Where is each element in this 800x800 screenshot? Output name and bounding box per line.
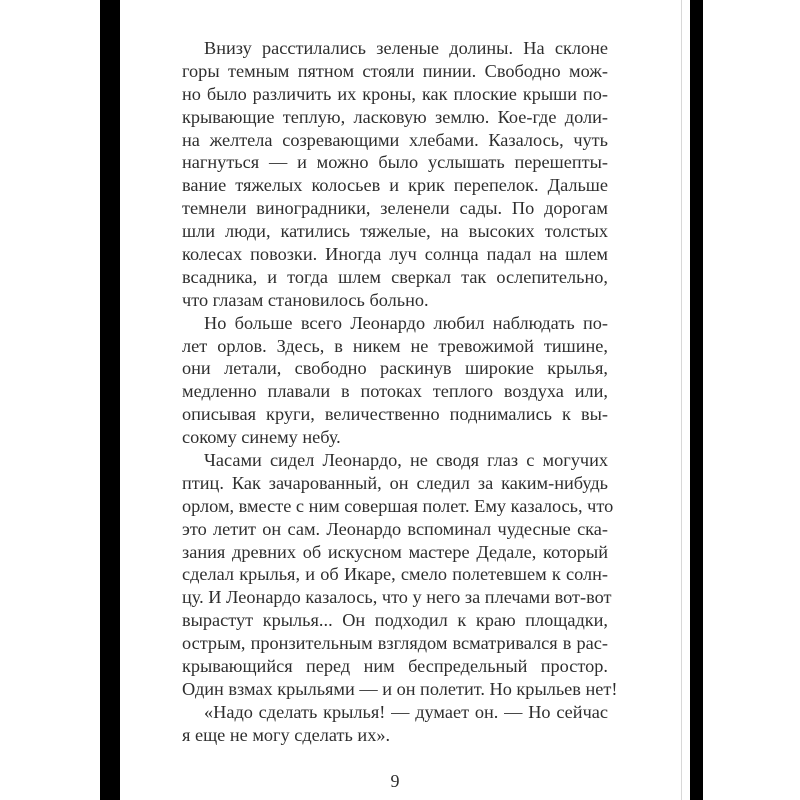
text-line: на желтела созревающими хлебами. Казалось, чуть (182, 129, 608, 150)
text-line: Внизу расстилались зеленые долины. На склоне (204, 38, 608, 58)
text-line: нагнуться — и можно было услышать перешепты- (182, 152, 608, 173)
text-line: что глазам становилось больно. (182, 289, 429, 310)
scan-border-left (100, 0, 120, 800)
text-line: они летали, свободно раскинув широкие крылья, (182, 358, 608, 379)
text-line: птиц. Как зачарованный, он следил за каким-нибудь (182, 472, 608, 493)
text-line: лет орлов. Здесь, в никем не тревожимой тишине, (182, 335, 608, 356)
text-line: крывающие теплую, ласковую землю. Кое-где доли- (182, 106, 608, 127)
text-line: острым, пронзительным взглядом всматривался в рас- (182, 633, 608, 654)
text-line: зания древних об искусном мастере Дедале, который (182, 541, 608, 562)
page-number: 9 (390, 771, 400, 791)
text-line: всадника, и тогда шлем сверкал так ослепительно, (182, 266, 608, 287)
text-line: я еще не могу сделать их». (182, 724, 391, 745)
text-line: «Надо сделать крылья! — думает он. — Но сейчас (204, 701, 608, 722)
text-line: Часами сидел Леонардо, не сводя глаз с могучих (204, 450, 608, 471)
text-line: Один взмах крыльями — и он полетит. Но крыльев нет! (182, 678, 618, 699)
text-line: горы темным пятном стояли пинии. Свободно мож- (182, 60, 608, 81)
text-line: темнели виноградники, зеленели сады. По дорогам (182, 198, 608, 219)
text-line: описывая круги, величественно поднимались к вы- (182, 404, 608, 425)
text-line: крывающийся перед ним беспредельный простор. (182, 656, 608, 677)
text-line: но было различить их кроны, как плоские крыши по- (182, 83, 608, 104)
text-line: вырастут крылья... Он подходил к краю площадки, (182, 610, 608, 631)
text-line: колесах повозки. Иногда луч солнца падал на шлем (182, 244, 608, 265)
paragraph (182, 312, 608, 449)
text-line: медленно плавали в потоках теплого воздуха или, (182, 381, 608, 402)
text-line: сделал крылья, и об Икаре, смело полетевшем к солн- (182, 564, 608, 585)
text-line: Но больше всего Леонардо любил наблюдать по- (204, 312, 608, 333)
text-line: орлом, вместе с ним совершая полет. Ему казалось, что (182, 495, 614, 516)
page-body (182, 37, 618, 747)
page-edge (681, 0, 682, 800)
text-line: это летит он сам. Леонардо вспоминал чудесные ска- (182, 518, 608, 539)
paragraph (182, 701, 608, 747)
paragraph (182, 449, 618, 701)
scan-border-right (690, 0, 703, 800)
text-line: сокому синему небу. (182, 427, 341, 448)
paragraph (182, 37, 608, 312)
text-line: вание тяжелых колосьев и крик перепелок. Дальше (182, 175, 608, 196)
text-line: шли люди, катились тяжелые, на высоких толстых (182, 221, 608, 242)
text-line: цу. И Леонардо казалось, что у него за плечами вот-вот (182, 587, 612, 608)
